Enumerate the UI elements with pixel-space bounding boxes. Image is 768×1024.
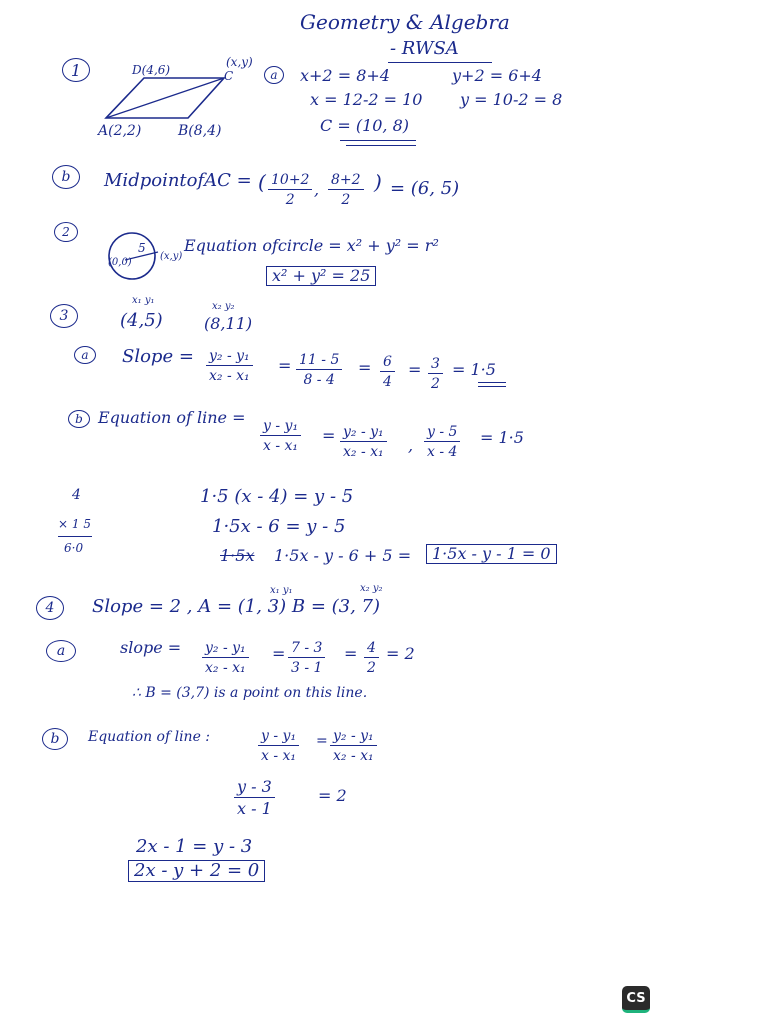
q1-part-b-marker: b [52, 165, 80, 189]
q3b-work-line-1: 1·5 (x - 4) = y - 5 [200, 486, 354, 507]
q3a-equals-1: = [278, 356, 292, 375]
q4-header: Slope = 2 , A = (1, 3) B = (3, 7) [92, 596, 381, 617]
q4b-frac1-num: y - y₁ [258, 728, 299, 746]
q3b-eq-tail: = 1·5 [480, 428, 524, 447]
q3b-answer-box: 1·5x - y - 1 = 0 [426, 544, 557, 564]
q3-point2-subscripts: x₂ y₂ [212, 301, 235, 312]
q1b-prefix: MidpointofAC = [104, 170, 252, 191]
q1b-frac-x-num: 10+2 [268, 172, 312, 190]
question-2-marker: 2 [54, 222, 78, 242]
q3a-frac2-num: 11 - 5 [296, 352, 342, 370]
q3b-frac1-den: x - x₁ [263, 438, 299, 455]
q4b-frac2-num: y₂ - y₁ [330, 728, 377, 746]
q3a-equals-3: = [408, 360, 422, 379]
q4a-frac1-den: x₂ - x₁ [205, 660, 246, 677]
q1a-line-2: x = 12-2 = 10 [310, 90, 423, 109]
q3a-fraction-6-4 [380, 354, 395, 390]
q4b-frac2-den: x₂ - x₁ [333, 748, 374, 765]
q4a-equals-1: = [272, 644, 286, 663]
q3a-result-underline-2 [478, 386, 506, 387]
q4b-fraction-specific [234, 778, 275, 819]
q3a-frac2-den: 8 - 4 [303, 372, 335, 389]
q4a-frac2-den: 3 - 1 [291, 660, 323, 677]
vertex-a-label: A(2,2) [98, 123, 142, 139]
q3a-frac1-num: y₂ - y₁ [206, 348, 253, 366]
vertex-c-label: C [224, 69, 234, 83]
q4-part-b-marker: b [42, 728, 68, 750]
q3a-frac3-num: 6 [380, 354, 395, 372]
q3b-fraction-general [260, 418, 301, 454]
circle-center-label: (0,0) [108, 257, 132, 268]
side-calc-line [58, 536, 92, 537]
q1b-frac-y-den: 2 [341, 192, 351, 209]
q3b-fraction-slope [340, 424, 387, 460]
camscanner-logo: CS [622, 986, 650, 1013]
circle-sketch [28, 0, 740, 970]
q1b-frac-y-num: 8+2 [328, 172, 364, 190]
q3b-struck-text: 1·5x [220, 546, 255, 565]
q2-equation: Equation ofcircle = x² + y² = r² [184, 236, 439, 255]
q3b-frac3-num: y - 5 [424, 424, 460, 442]
q3b-prefix: Equation of line = [98, 408, 246, 427]
q3a-fraction-values [296, 352, 342, 388]
question-1-marker: 1 [62, 58, 90, 82]
q4a-fraction-formula [202, 640, 249, 676]
q4-part-a-marker: a [46, 640, 76, 662]
q3a-frac3-den: 4 [383, 374, 392, 391]
q1a-line-1: x+2 = 8+4 [300, 66, 390, 85]
vertex-c-coord: (x,y) [226, 55, 253, 69]
q4b-frac3-den: x - 1 [237, 799, 272, 819]
circle-point-label: (x,y) [160, 251, 183, 262]
q3a-prefix: Slope = [122, 346, 194, 367]
vertex-b-label: B(8,4) [178, 123, 222, 139]
q3-part-b-marker: b [68, 410, 90, 428]
q3-point1: (4,5) [120, 310, 163, 331]
q1b-frac-x-den: 2 [285, 192, 295, 209]
q2-answer-box: x² + y² = 25 [266, 266, 376, 286]
q4a-frac1-num: y₂ - y₁ [202, 640, 249, 658]
q4a-frac3-num: 4 [364, 640, 379, 658]
q3b-frac2-den: x₂ - x₁ [343, 444, 384, 461]
q1a-right-line-1: y+2 = 6+4 [452, 66, 542, 85]
q3a-result: = 1·5 [452, 360, 496, 379]
q4b-fraction-general [258, 728, 299, 764]
q3a-fraction-formula [206, 348, 253, 384]
question-4-marker: 4 [36, 596, 64, 620]
q3-point1-subscripts: x₁ y₁ [132, 295, 155, 306]
q3b-equals-1: = [322, 426, 336, 445]
page-title: Geometry & Algebra [300, 10, 510, 34]
q3b-work-line-2: 1·5x - 6 = y - 5 [212, 516, 346, 537]
q3a-equals-2: = [358, 358, 372, 377]
q3a-fraction-3-2 [428, 356, 443, 392]
q4b-work: 2x - 1 = y - 3 [136, 836, 253, 857]
q4a-equals-2: = [344, 644, 358, 663]
q3b-frac3-den: x - 4 [427, 444, 458, 461]
q4b-prefix: Equation of line : [88, 729, 211, 745]
q4b-eq-tail: = 2 [318, 786, 347, 805]
q3a-frac4-den: 2 [431, 376, 440, 393]
q4-sub-a: x₁ y₁ [270, 585, 293, 596]
page-subtitle: - RWSA [390, 38, 459, 59]
q4a-frac3-den: 2 [367, 660, 376, 677]
q4a-prefix: slope = [120, 638, 182, 657]
q1b-close-paren: ) [374, 170, 382, 194]
question-3-marker: 3 [50, 304, 78, 328]
q3b-frac2-num: y₂ - y₁ [340, 424, 387, 442]
side-calc-result: 6·0 [64, 541, 84, 555]
q3b-fraction-specific [424, 424, 460, 460]
q4b-frac1-den: x - x₁ [261, 748, 297, 765]
q3a-result-underline-1 [478, 382, 506, 383]
q3b-comma: , [408, 436, 414, 455]
q1b-result: = (6, 5) [390, 178, 460, 199]
circle-radius-label: 5 [138, 241, 146, 255]
q4-sub-b: x₂ y₂ [360, 583, 383, 594]
q4a-fraction-4-2 [364, 640, 379, 676]
q1b-comma: , [314, 180, 320, 199]
vertex-d-label: D(4,6) [132, 63, 171, 77]
q4b-equals-1: = [316, 733, 328, 749]
q4a-frac2-num: 7 - 3 [288, 640, 325, 658]
q1a-answer: C = (10, 8) [320, 116, 410, 135]
q3a-frac4-num: 3 [428, 356, 443, 374]
q1b-open-paren: ( [258, 170, 266, 194]
side-calc-top: 4 [72, 487, 81, 503]
handwritten-page [28, 0, 740, 970]
q3b-frac1-num: y - y₁ [260, 418, 301, 436]
q4a-result: = 2 [386, 644, 415, 663]
side-calc-mid: × 1 5 [58, 517, 91, 531]
q4a-fraction-values [288, 640, 325, 676]
q3b-work-line-3: 1·5x - y - 6 + 5 = [274, 546, 412, 565]
q4b-fraction-slope [330, 728, 377, 764]
q1-part-a-marker: a [264, 66, 284, 84]
q3a-frac1-den: x₂ - x₁ [209, 368, 250, 385]
q4b-frac3-num: y - 3 [234, 778, 275, 798]
q1a-right-line-2: y = 10-2 = 8 [460, 90, 563, 109]
q4a-conclusion: ∴ B = (3,7) is a point on this line. [132, 685, 368, 701]
q3-point2: (8,11) [204, 314, 253, 333]
q4b-answer-box: 2x - y + 2 = 0 [128, 860, 265, 882]
q3-part-a-marker: a [74, 346, 96, 364]
